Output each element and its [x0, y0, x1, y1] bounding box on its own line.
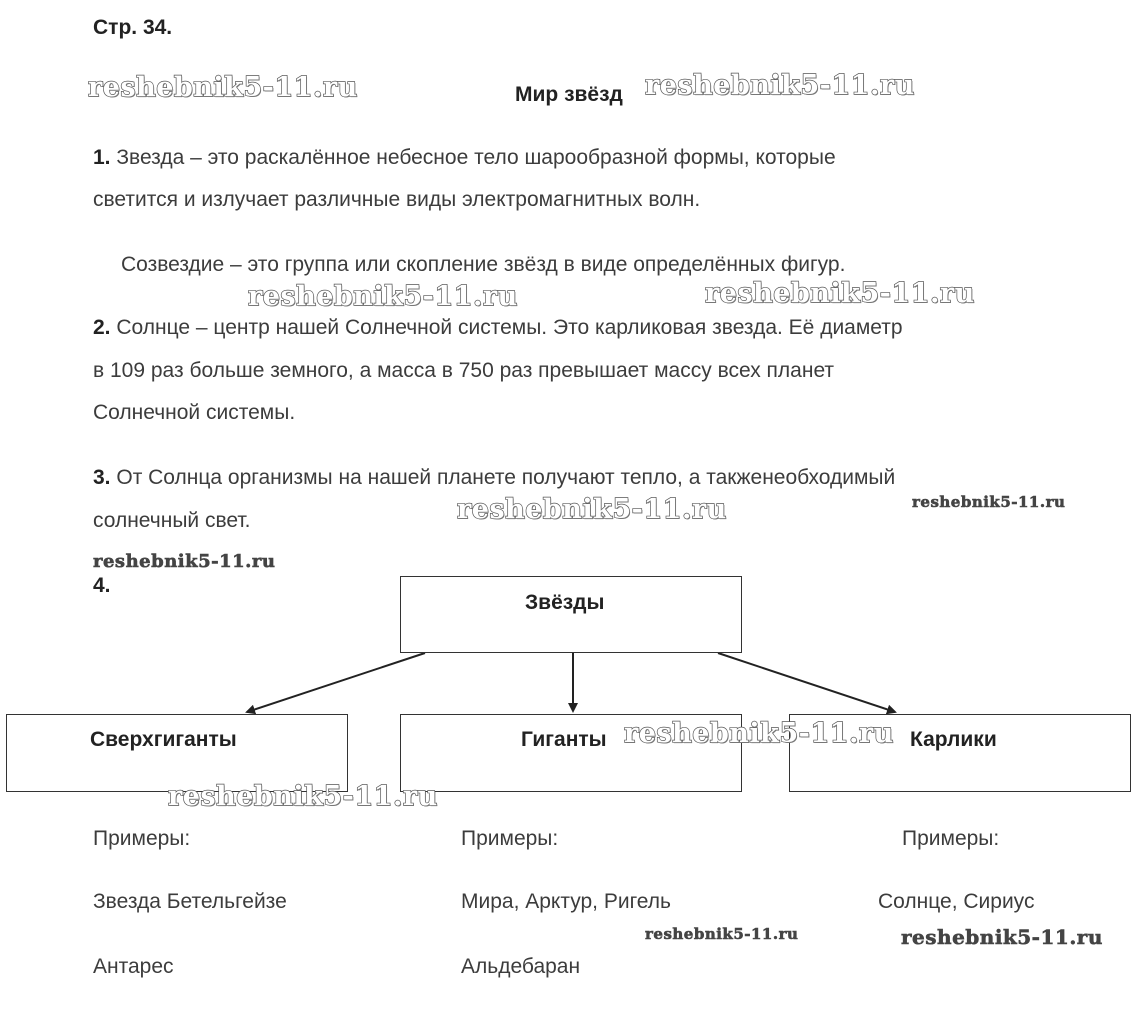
watermark: reshebnik5-11.ru: [457, 494, 727, 525]
dwarfs-examples-label: Примеры:: [902, 827, 1000, 850]
giants-example-1: Мира, Арктур, Ригель: [461, 890, 671, 913]
task3-line2: солнечный свет.: [93, 509, 251, 532]
task2-line2: в 109 раз больше земного, а масса в 750 раз превышает массу всех планет: [93, 359, 835, 382]
page-reference: Стр. 34.: [93, 16, 173, 39]
watermark: reshebnik5-11.ru: [705, 278, 975, 309]
watermark: reshebnik5-11.ru: [88, 72, 358, 103]
task2-line3: Солнечной системы.: [93, 401, 296, 424]
supergiants-examples-label: Примеры:: [93, 827, 191, 850]
watermark: reshebnik5-11.ru: [912, 493, 1066, 511]
watermark: reshebnik5-11.ru: [168, 781, 438, 812]
giants-example-2: Альдебаран: [461, 955, 581, 978]
supergiants-example-1: Звезда Бетельгейзе: [93, 890, 287, 913]
supergiants-example-2: Антарес: [93, 955, 174, 978]
task2-text1: Солнце – центр нашей Солнечной системы. Это карликовая звезда. Её диаметр: [116, 316, 903, 339]
watermark: reshebnik5-11.ru: [93, 551, 276, 572]
task4-number: 4.: [93, 574, 111, 597]
giants-label: Гиганты: [521, 728, 607, 751]
task1-text1: Звезда – это раскалённое небесное тело шарообразной формы, которые: [116, 146, 836, 169]
watermark: reshebnik5-11.ru: [248, 281, 518, 312]
arrow-to-dwarfs: [718, 653, 895, 712]
task1-line2: светится и излучает различные виды электромагнитных волн.: [93, 188, 701, 211]
task1-number: 1.: [93, 146, 111, 169]
task1-line3: Созвездие – это группа или скопление звёзд в виде определённых фигур.: [121, 253, 846, 276]
task2-number: 2.: [93, 316, 111, 339]
root-box: [400, 576, 742, 653]
supergiants-label: Сверхгиганты: [90, 728, 237, 751]
dwarfs-label: Карлики: [910, 728, 997, 751]
task3-number: 3.: [93, 466, 111, 489]
watermark: reshebnik5-11.ru: [645, 925, 799, 943]
dwarfs-example-1: Солнце, Сириус: [878, 890, 1035, 913]
watermark: reshebnik5-11.ru: [645, 70, 915, 101]
root-label: Звёзды: [525, 591, 605, 614]
page-title: Мир звёзд: [515, 83, 623, 106]
arrow-to-supergiants: [247, 653, 425, 712]
watermark: reshebnik5-11.ru: [901, 925, 1103, 949]
watermark: reshebnik5-11.ru: [624, 718, 894, 749]
task3-text1: От Солнца организмы на нашей планете получают тепло, а такженеобходимый: [116, 466, 896, 489]
giants-examples-label: Примеры:: [461, 827, 559, 850]
